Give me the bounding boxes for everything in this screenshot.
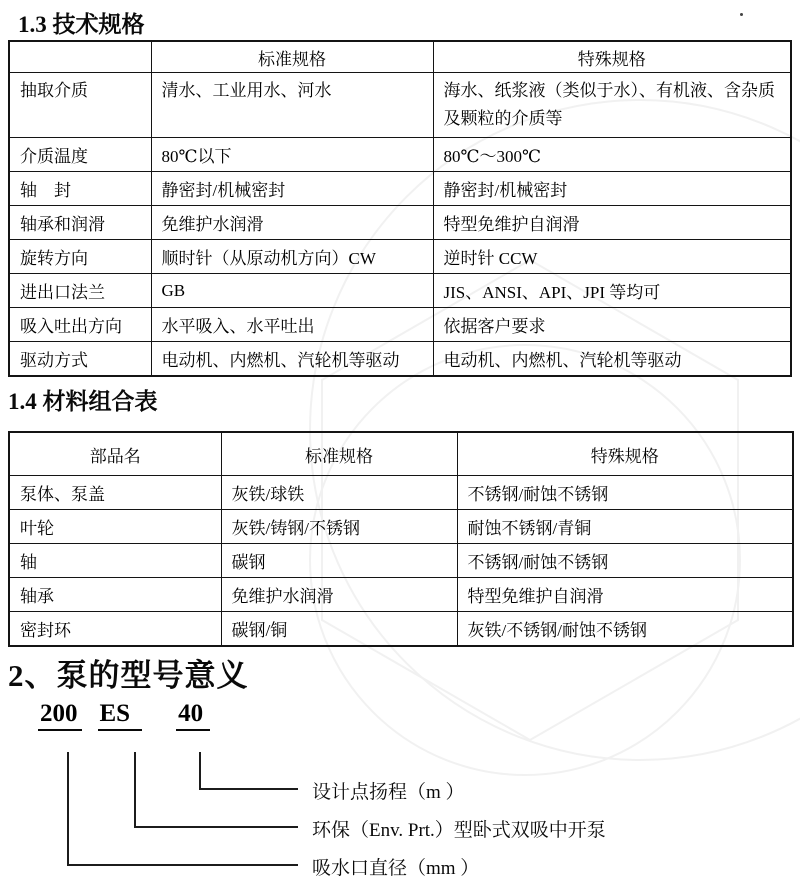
- spec-row-label: 轴 封: [9, 172, 151, 206]
- material-row-special: 耐蚀不锈钢/青铜: [457, 510, 793, 544]
- spec-row-special: 特型免维护自润滑: [433, 206, 791, 240]
- model-part-suction-diameter: 200: [38, 700, 82, 731]
- spec-row-special: 逆时针 CCW: [433, 240, 791, 274]
- material-row-part: 轴承: [9, 578, 221, 612]
- connector-head-line: [200, 752, 298, 789]
- spec-row-special: 海水、纸浆液（类似于水）、有机液、含杂质及颗粒的介质等: [433, 73, 791, 138]
- spec-row-standard: 电动机、内燃机、汽轮机等驱动: [151, 342, 433, 377]
- spec-row-special: 80℃～300℃: [433, 138, 791, 172]
- spec-row-standard: 80℃以下: [151, 138, 433, 172]
- spec-row-standard: GB: [151, 274, 433, 308]
- material-row-special: 灰铁/不锈钢/耐蚀不锈钢: [457, 612, 793, 647]
- material-row-special: 特型免维护自润滑: [457, 578, 793, 612]
- material-row-standard: 碳钢/铜: [221, 612, 457, 647]
- spec-row-standard: 静密封/机械密封: [151, 172, 433, 206]
- spec-row-label: 吸入吐出方向: [9, 308, 151, 342]
- legend-pump-type: 环保（Env. Prt.）型卧式双吸中开泵: [312, 820, 606, 841]
- spec-row-special: 电动机、内燃机、汽轮机等驱动: [433, 342, 791, 377]
- spec-row-special: 静密封/机械密封: [433, 172, 791, 206]
- material-row-part: 泵体、泵盖: [9, 476, 221, 510]
- spec-row-label: 进出口法兰: [9, 274, 151, 308]
- connector-diameter-line: [68, 752, 298, 865]
- material-row-special: 不锈钢/耐蚀不锈钢: [457, 476, 793, 510]
- material-row-standard: 灰铁/球铁: [221, 476, 457, 510]
- section-1-4-heading: 1.4 材料组合表: [8, 389, 158, 414]
- spec-row-special: JIS、ANSI、API、JPI 等均可: [433, 274, 791, 308]
- material-row-special: 不锈钢/耐蚀不锈钢: [457, 544, 793, 578]
- section-1-3-heading: 1.3 技术规格: [18, 12, 145, 37]
- material-row-standard: 碳钢: [221, 544, 457, 578]
- material-header-special: 特殊规格: [457, 432, 793, 476]
- spec-row-standard: 免维护水润滑: [151, 206, 433, 240]
- spec-row-label: 驱动方式: [9, 342, 151, 377]
- material-row-part: 密封环: [9, 612, 221, 647]
- material-row-standard: 灰铁/铸钢/不锈钢: [221, 510, 457, 544]
- material-row-part: 轴: [9, 544, 221, 578]
- model-part-series: ES: [98, 700, 143, 731]
- material-header-standard: 标准规格: [221, 432, 457, 476]
- spec-row-label: 旋转方向: [9, 240, 151, 274]
- spec-header-special: 特殊规格: [433, 41, 791, 73]
- material-header-part: 部品名: [9, 432, 221, 476]
- spec-row-special: 依据客户要求: [433, 308, 791, 342]
- spec-row-standard: 清水、工业用水、河水: [151, 73, 433, 138]
- section-2-heading: 2、泵的型号意义: [8, 658, 249, 693]
- legend-design-head: 设计点扬程（m ）: [312, 782, 465, 803]
- spec-row-standard: 顺时针（从原动机方向）CW: [151, 240, 433, 274]
- material-row-part: 叶轮: [9, 510, 221, 544]
- spec-row-standard: 水平吸入、水平吐出: [151, 308, 433, 342]
- spec-header-standard: 标准规格: [151, 41, 433, 73]
- material-row-standard: 免维护水润滑: [221, 578, 457, 612]
- spec-row-label: 轴承和润滑: [9, 206, 151, 240]
- model-part-head: 40: [176, 700, 210, 731]
- spec-row-label: 介质温度: [9, 138, 151, 172]
- legend-suction-diameter: 吸水口直径（mm ）: [312, 858, 480, 879]
- spec-row-label: 抽取介质: [9, 73, 151, 138]
